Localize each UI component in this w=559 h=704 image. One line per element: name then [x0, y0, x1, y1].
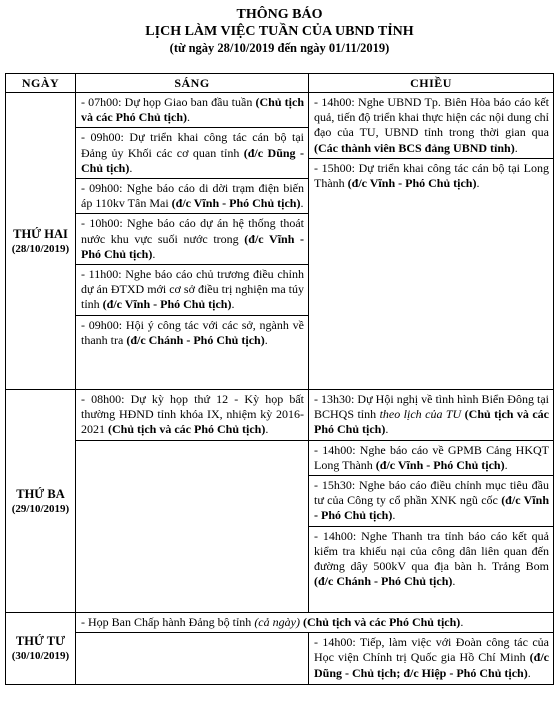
- schedule-item: - 14h00: Tiếp, làm việc với Đoàn công tác của Học viện Chính trị Quốc gia Hồ Chí Minh (đ/c Dũng - Chủ tịch; đ/c Hiệp - Phó Chủ tịch).: [314, 635, 549, 680]
- full-day-cell: [76, 613, 554, 633]
- day-row-tuesday: [6, 390, 554, 613]
- day-cell: [6, 613, 76, 685]
- document-header: [0, 6, 559, 56]
- day-row-monday: [6, 93, 554, 390]
- day-row-wednesday-afternoon: [6, 633, 554, 685]
- schedule-item: - 08h00: Dự kỳ họp thứ 12 - Kỳ họp bất thường HĐND tỉnh khóa IX, nhiệm kỳ 2016-2021 (Chủ tịch và các Phó Chủ tịch).: [81, 392, 304, 437]
- morning-cell: [76, 633, 309, 685]
- day-date: (29/10/2019): [11, 502, 70, 515]
- afternoon-cell: [309, 633, 554, 685]
- afternoon-cell: [309, 390, 554, 613]
- schedule-item: - 15h00: Dự triển khai công tác cán bộ tại Long Thành (đ/c Vĩnh - Phó Chủ tịch).: [309, 158, 553, 193]
- day-cell: [6, 93, 76, 390]
- day-name: THỨ HAI: [13, 226, 68, 241]
- day-name: THỨ TƯ: [15, 633, 66, 648]
- schedule-item: - 14h00: Nghe báo cáo về GPMB Cảng HKQT Long Thành (đ/c Vĩnh - Phó Chủ tịch).: [309, 440, 553, 475]
- day-date: (28/10/2019): [11, 242, 70, 255]
- day-cell: [6, 390, 76, 613]
- schedule-item: - Họp Ban Chấp hành Đảng bộ tỉnh (cả ngày) (Chủ tịch và các Phó Chủ tịch).: [81, 615, 464, 629]
- morning-cell: [76, 93, 309, 390]
- schedule-item: - 09h00: Dự triển khai công tác cán bộ tại Đảng ủy Khối các cơ quan tỉnh (đ/c Dũng - Chủ tịch).: [76, 127, 308, 178]
- day-name: THỨ BA: [16, 486, 65, 501]
- schedule-table: [5, 73, 554, 685]
- divider: [76, 440, 308, 441]
- day-date: (30/10/2019): [11, 649, 70, 662]
- header-row: [6, 74, 554, 93]
- schedule-item: - 11h00: Nghe báo cáo chủ trương điều chỉnh dự án ĐTXD mới cơ sở điều trị nghiện ma túy tỉnh (đ/c Vĩnh - Phó Chủ tịch).: [76, 264, 308, 315]
- morning-cell: [76, 390, 309, 613]
- afternoon-cell: [309, 93, 554, 390]
- doc-date-range: (từ ngày 28/10/2019 đến ngày 01/11/2019): [169, 41, 390, 55]
- col-header-afternoon: CHIỀU: [309, 74, 554, 93]
- doc-title: THÔNG BÁO: [236, 7, 323, 22]
- col-header-morning: SÁNG: [76, 74, 309, 93]
- schedule-item: - 09h00: Nghe báo cáo di dời trạm điện biến áp 110kv Tân Mai (đ/c Vĩnh - Phó Chủ tịch).: [76, 178, 308, 213]
- col-header-day: NGÀY: [6, 74, 76, 93]
- schedule-item: - 14h00: Nghe Thanh tra tỉnh báo cáo kết quả kiểm tra khiếu nại của công dân liên quan đến đường dây 500kV qua địa bàn h. Trảng Bom (đ/c Chánh - Phó Chủ tịch).: [309, 526, 553, 592]
- schedule-item: - 15h30: Nghe báo cáo điều chỉnh mục tiêu đầu tư của Công ty cổ phần XNK ngũ cốc (đ/c Vĩnh - Phó Chủ tịch).: [309, 475, 553, 526]
- schedule-item: - 13h30: Dự Hội nghị về tình hình Biển Đông tại BCHQS tỉnh theo lịch của TU (Chủ tịch và các Phó Chủ tịch).: [314, 392, 549, 437]
- schedule-item: - 09h00: Hội ý công tác với các sở, ngành về thanh tra (đ/c Chánh - Phó Chủ tịch).: [76, 315, 308, 350]
- doc-subtitle: LỊCH LÀM VIỆC TUẦN CỦA UBND TỈNH: [145, 24, 414, 39]
- schedule-item: - 14h00: Nghe UBND Tp. Biên Hòa báo cáo kết quả, tiến độ triển khai thực hiện các nội dung chỉ đạo của TU, UBND tỉnh trong thời gian qua (Các thành viên BCS đảng UBND tỉnh).: [314, 95, 549, 155]
- schedule-item: - 07h00: Dự họp Giao ban đầu tuần (Chủ tịch và các Phó Chủ tịch).: [81, 95, 305, 125]
- day-row-wednesday: [6, 613, 554, 633]
- schedule-item: - 10h00: Nghe báo cáo dự án hệ thống thoát nước khu vực suối nước trong (đ/c Vĩnh - Phó Chủ tịch).: [76, 213, 308, 264]
